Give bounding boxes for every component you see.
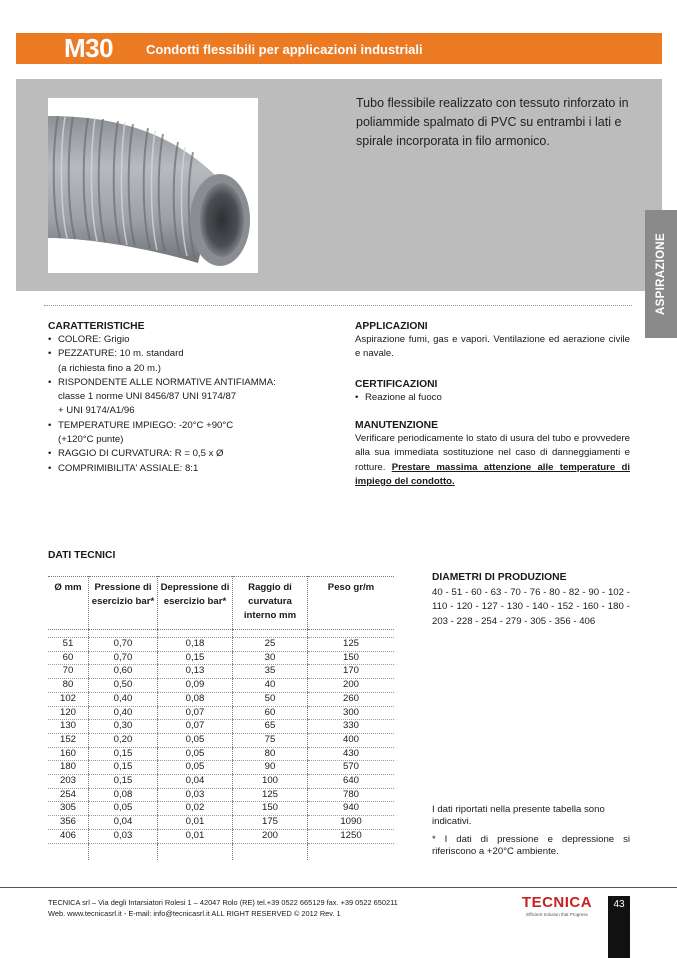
table-cell: 200 [308,679,395,693]
table-cell: 300 [308,706,395,720]
table-cell: 0,15 [89,775,158,789]
logo-tagline: Efficient Solution that Progress [526,912,588,917]
list-item: • Reazione al fuoco [355,391,630,405]
table-cell: 0,01 [158,816,233,830]
dati-tecnici-title: DATI TECNICI [48,550,116,561]
table-cell: 1090 [308,816,395,830]
table-cell: 30 [233,651,308,665]
section-side-tab [645,210,677,338]
table-cell: 260 [308,692,395,706]
table-cell: 1250 [308,829,395,843]
table-cell: 0,01 [158,829,233,843]
table-cell: 0,30 [89,720,158,734]
table-cell: 0,05 [158,761,233,775]
manutenzione-section [355,420,630,489]
table-cell: 170 [308,665,395,679]
table-cell: 75 [233,733,308,747]
table-cell: 0,15 [89,747,158,761]
table-cell: 400 [308,733,395,747]
table-row [48,761,394,775]
certificazioni-section [355,379,630,405]
side-tab-label: ASPIRAZIONE [655,233,667,315]
table-cell: 40 [233,679,308,693]
certificazioni-title: CERTIFICAZIONI [355,379,438,390]
page-number: 43 [613,899,625,910]
col-header-peso: Peso gr/m [308,577,395,630]
table-cell: 80 [48,679,89,693]
table-cell: 65 [233,720,308,734]
col-header-pressione: Pressione di esercizio bar* [89,577,158,630]
table-cell: 25 [233,638,308,652]
manutenzione-warning: Prestare massima attenzione alle temperature di impiego del condotto. [355,461,631,487]
table-cell: 0,04 [89,816,158,830]
table-row [48,775,394,789]
table-cell: 254 [48,788,89,802]
list-item: • COLORE: Grigio [48,333,348,347]
table-cell: 130 [48,720,89,734]
caratteristiche-section [48,321,348,476]
table-cell: 203 [48,775,89,789]
table-cell: 0,05 [158,733,233,747]
col-header-depressione: Depressione di esercizio bar* [158,577,233,630]
table-row [48,679,394,693]
table-cell: 0,09 [158,679,233,693]
table-cell: 60 [233,706,308,720]
table-cell: 90 [233,761,308,775]
footer-address: TECNICA srl – Via degli Intarsiatori Rolesi 1 – 42047 Rolo (RE) tel.+39 0522 665129 fax. +39 0522 650211 [48,898,398,907]
table-cell: 0,02 [158,802,233,816]
table-cell: 100 [233,775,308,789]
manutenzione-title: MANUTENZIONE [355,420,438,431]
table-cell: 0,07 [158,706,233,720]
table-cell: 305 [48,802,89,816]
table-cell: 0,08 [89,788,158,802]
model-code: M30 [64,33,114,63]
table-row [48,638,394,652]
table-cell: 125 [308,638,395,652]
table-cell: 80 [233,747,308,761]
table-cell: 51 [48,638,89,652]
note-indicative: I dati riportati nella presente tabella sono indicativi. [432,804,605,827]
table-cell: 180 [48,761,89,775]
manutenzione-text: Verificare periodicamente lo stato di usura del tubo e provvedere alla sua immediata sostituzione nel caso di danneggiamenti e rotture. Prestare massima attenzione alle temperature di impiego del condotto. [355,433,631,487]
table-row [48,733,394,747]
table-cell: 0,70 [89,651,158,665]
table-row [48,720,394,734]
tecnica-logo [518,894,596,918]
table-cell: 940 [308,802,395,816]
table-cell: 0,60 [89,665,158,679]
list-item: • PEZZATURE: 10 m. standard (a richiesta fino a 20 m.) [48,347,348,376]
product-description: Tubo flessibile realizzato con tessuto rinforzato in poliammide spalmato di PVC su entrambi i lati e spirale incorporata in filo armonico. [356,96,629,148]
table-cell: 102 [48,692,89,706]
table-row [48,651,394,665]
footer-contacts: Web. www.tecnicasrl.it - E-mail: info@tecnicasrl.it ALL RIGHT RESERVED © 2012 Rev. 1 [48,909,341,918]
table-row [48,802,394,816]
list-item: • RISPONDENTE ALLE NORMATIVE ANTIFIAMMA: classe 1 norme UNI 8456/87 UNI 9174/87 + UNI 9174/A1/96 [48,376,348,419]
table-cell: 0,05 [89,802,158,816]
table-cell: 0,18 [158,638,233,652]
table-cell: 356 [48,816,89,830]
table-cell: 570 [308,761,395,775]
flexible-duct-illustration [48,98,258,273]
table-cell: 0,04 [158,775,233,789]
applicazioni-title: APPLICAZIONI [355,321,428,332]
applicazioni-text: Aspirazione fumi, gas e vapori. Ventilazione ed aerazione civile e navale. [355,334,630,360]
caratteristiche-title: CARATTERISTICHE [48,321,145,332]
dotted-divider [44,305,632,306]
table-cell: 0,13 [158,665,233,679]
table-row [48,706,394,720]
note-pressure: * I dati di pressione e depressione si riferiscono a +20°C ambiente. [432,834,630,857]
page-subtitle: Condotti flessibili per applicazioni industriali [146,42,423,57]
list-item: • RAGGIO DI CURVATURA: R = 0,5 x Ø [48,447,348,461]
table-cell: 50 [233,692,308,706]
diametri-title: DIAMETRI DI PRODUZIONE [432,572,567,583]
header-band [16,33,662,64]
table-cell: 120 [48,706,89,720]
caratteristiche-list [48,333,348,476]
table-cell: 0,03 [158,788,233,802]
applicazioni-section [355,321,630,362]
list-item: • TEMPERATURE IMPIEGO: -20°C +90°C (+120°C punte) [48,419,348,448]
logo-wordmark: TECNICA [521,894,593,911]
table-cell: 0,50 [89,679,158,693]
table-cell: 150 [308,651,395,665]
table-cell: 152 [48,733,89,747]
table-cell: 125 [233,788,308,802]
table-row [48,747,394,761]
table-row [48,816,394,830]
table-cell: 0,15 [89,761,158,775]
table-cell: 430 [308,747,395,761]
table-row [48,665,394,679]
table-row [48,829,394,843]
col-header-raggio: Raggio di curvatura interno mm [233,577,308,630]
diametri-values: 40 - 51 - 60 - 63 - 70 - 76 - 80 - 82 - 90 - 102 - 110 - 120 - 127 - 130 - 140 - 152 - 160 - 180 - 203 - 228 - 254 - 279 - 305 - 356 - 406 [432,587,630,627]
technical-data-table [48,576,394,860]
table-cell: 640 [308,775,395,789]
table-cell: 0,07 [158,720,233,734]
table-cell: 150 [233,802,308,816]
table-row [48,692,394,706]
table-cell: 200 [233,829,308,843]
col-header-diametro: Ø mm [48,577,89,630]
table-cell: 160 [48,747,89,761]
table-cell: 35 [233,665,308,679]
table-row [48,788,394,802]
table-cell: 70 [48,665,89,679]
footer-divider [0,887,677,888]
table-tail [48,843,394,860]
table-cell: 0,08 [158,692,233,706]
table-cell: 0,20 [89,733,158,747]
page-number-box [608,896,630,958]
table-cell: 60 [48,651,89,665]
table-cell: 0,15 [158,651,233,665]
table-cell: 330 [308,720,395,734]
table-cell: 0,70 [89,638,158,652]
table-cell: 0,03 [89,829,158,843]
table-cell: 0,40 [89,706,158,720]
table-cell: 175 [233,816,308,830]
table-cell: 0,05 [158,747,233,761]
table-cell: 0,40 [89,692,158,706]
product-photo [48,98,258,273]
table-cell: 406 [48,829,89,843]
list-item: • COMPRIMIBILITA' ASSIALE: 8:1 [48,462,348,476]
table-cell: 780 [308,788,395,802]
hero-panel [16,79,662,291]
